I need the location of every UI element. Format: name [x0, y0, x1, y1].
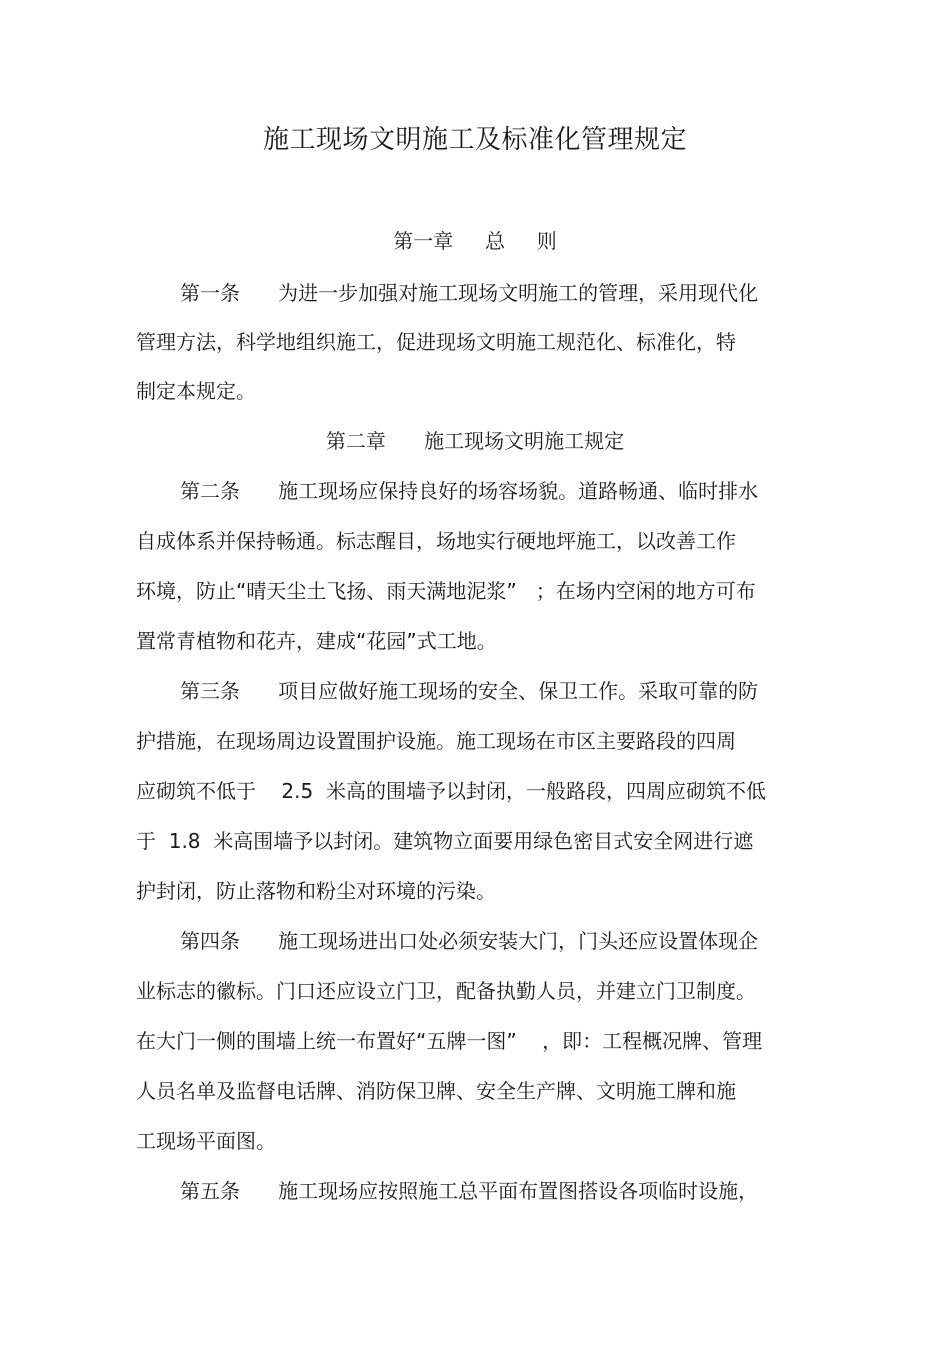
article-1-line-1: 第一条 为进一步加强对施工现场文明施工的管理，采用现代化	[180, 281, 759, 305]
article-2-line-1: 第二条 施工现场应保持良好的场容场貌。道路畅通、临时排水	[180, 479, 759, 503]
article-4-line-2: 业标志的徽标。门口还应设立门卫，配备执勤人员，并建立门卫制度。	[136, 979, 756, 1003]
article-3-line-1: 第三条 项目应做好施工现场的安全、保卫工作。采取可靠的防	[180, 679, 759, 703]
article-4-line-5: 工现场平面图。	[136, 1129, 276, 1153]
article-5-line-1: 第五条 施工现场应按照施工总平面布置图搭设各项临时设施，	[180, 1179, 759, 1203]
article-3-line-2: 护措施，在现场周边设置围护设施。施工现场在市区主要路段的四周	[136, 729, 736, 753]
article-3-line-5: 护封闭，防止落物和粉尘对环境的污染。	[136, 879, 496, 903]
chapter-1-heading: 第一章 总 则	[393, 229, 557, 253]
article-2-line-3: 环境，防止“晴天尘土飞扬、雨天满地泥浆” ；在场内空闲的地方可布	[136, 579, 756, 603]
article-3-line-3: 应砌筑不低于 2.5 米高的围墙予以封闭，一般路段，四周应砌筑不低	[136, 779, 766, 803]
article-4-line-4: 人员名单及监督电话牌、消防保卫牌、安全生产牌、文明施工牌和施	[136, 1079, 736, 1103]
article-4-line-1: 第四条 施工现场进出口处必须安装大门，门头还应设置体现企	[180, 929, 759, 953]
article-2-line-4: 置常青植物和花卉，建成“花园”式工地。	[136, 629, 497, 653]
article-4-line-3: 在大门一侧的围墙上统一布置好“五牌一图” ，即：工程概况牌、管理	[136, 1029, 763, 1053]
article-1-line-3: 制定本规定。	[136, 379, 256, 403]
document-title: 施工现场文明施工及标准化管理规定	[262, 125, 687, 155]
article-2-line-2: 自成体系并保持畅通。标志醒目，场地实行硬地坪施工，以改善工作	[136, 529, 736, 553]
chapter-2-heading: 第二章 施工现场文明施工规定	[325, 429, 625, 453]
article-3-line-4: 于 1.8 米高围墙予以封闭。建筑物立面要用绿色密目式安全网进行遮	[136, 829, 754, 853]
article-1-line-2: 管理方法，科学地组织施工，促进现场文明施工规范化、标准化，特	[136, 330, 736, 354]
